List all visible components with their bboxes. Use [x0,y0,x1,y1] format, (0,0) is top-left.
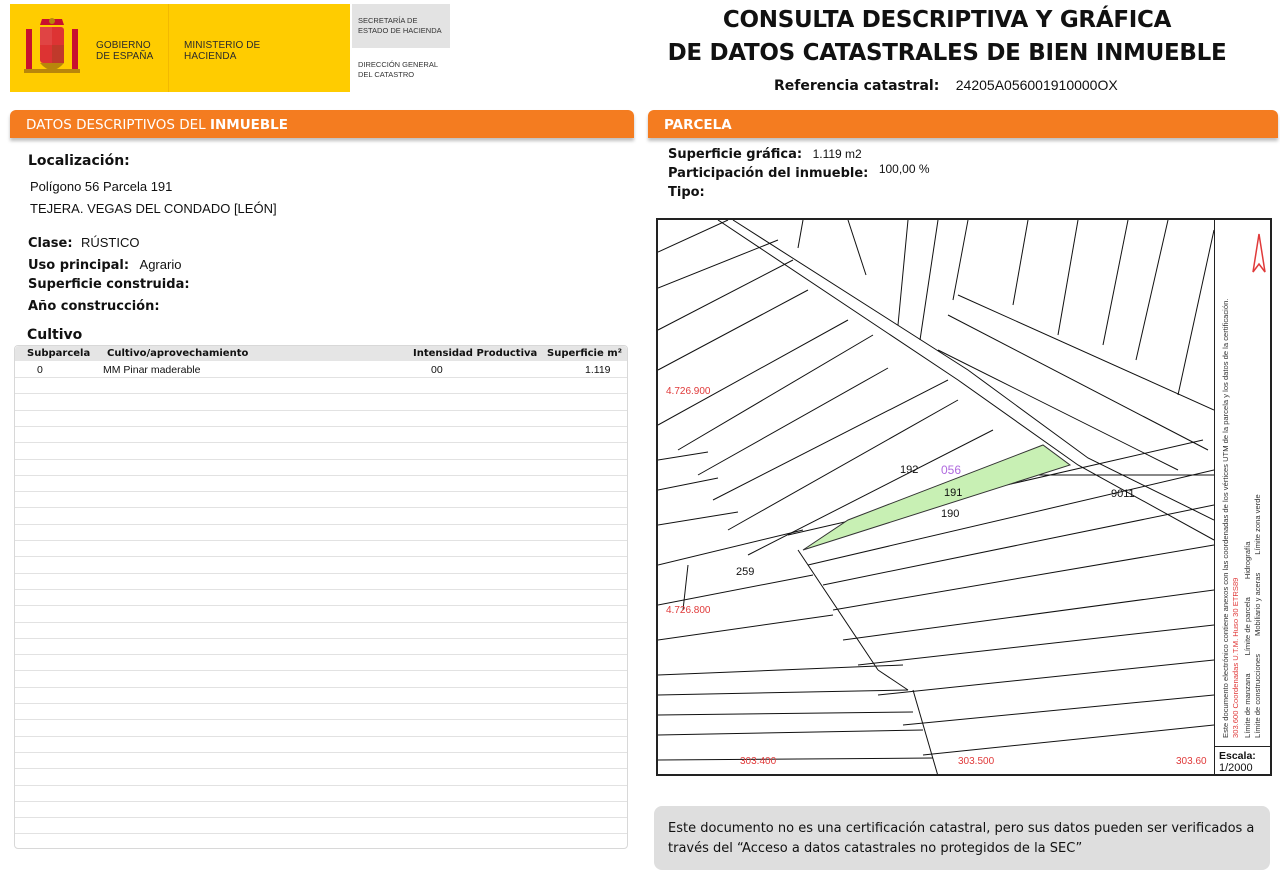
section-title-strong: INMUEBLE [209,117,289,133]
table-row [15,524,627,525]
secretaria-box [352,4,450,48]
table-row [15,475,627,476]
legend-line-disclaimer: Este documento electrónico contiene anexos con las coordenadas de los vértices UTM de la parcela y los datos de la certificación. [1221,298,1230,738]
table-row [15,589,627,590]
localizacion-line1: Polígono 56 Parcela 191 [30,179,173,194]
superficie-grafica-label: Superficie gráfica: [668,147,803,162]
cultivo-table [14,345,628,849]
table-row [15,703,627,704]
table-row [15,605,627,606]
table-row [15,768,627,769]
table-row [15,670,627,671]
disclaimer-note: Este documento no es una certificación catastral, pero sus datos pueden ser verificados a través del “Acceso a datos catastrales no protegidos de la SEC” [654,806,1270,870]
participacion-field [668,164,930,182]
tipo-label: Tipo: [668,185,705,200]
coord-e1: 303.400 [740,756,777,767]
map-legend [1214,220,1272,746]
table-row [15,410,627,411]
label-190: 190 [941,508,960,520]
cadastral-map[interactable] [656,218,1272,776]
gobierno-text: GOBIERNO DE ESPAÑA [96,40,154,62]
coord-e2: 303.500 [958,756,995,767]
table-row [15,393,627,394]
coord-n2: 4.726.800 [666,605,711,616]
parcel-map-drawing [658,220,1214,776]
cell-intensidad: 00 [431,364,443,376]
table-row [15,426,627,427]
coord-e3: 303.60 [1176,756,1207,767]
table-row [15,573,627,574]
anio-construccion-label: Año construcción: [28,299,160,314]
table-row [15,442,627,443]
table-row [15,638,627,639]
highlighted-parcel [803,445,1070,550]
superficie-grafica-field [668,145,862,163]
table-row [15,719,627,720]
ref-value: 24205A056001910000OX [955,77,1118,93]
secretaria-text: SECRETARÍA DE ESTADO DE HACIENDA [358,16,442,35]
col-intensidad: Intensidad Productiva [413,348,538,359]
table-row [15,491,627,492]
ministerio-text: MINISTERIO DE HACIENDA [184,40,261,62]
table-row [15,801,627,802]
legend-items [1243,228,1253,738]
clase-label: Clase: [28,236,73,251]
table-row [15,507,627,508]
clase-value: RÚSTICO [80,235,140,250]
escala-label: Escala: [1219,750,1256,762]
table-row [15,622,627,623]
coat-of-arms-icon [22,15,82,81]
legend-item-zona-verde: Límite zona verde [1253,494,1262,555]
table-row [15,833,627,834]
legend-item-hidrografia: Hidrografía [1243,541,1252,580]
ref-label: Referencia catastral: [774,78,940,94]
label-192: 192 [900,464,919,476]
participacion-value: 100,00 % [878,162,930,176]
table-row [15,687,627,688]
col-subparcela: Subparcela [27,348,91,359]
cell-cultivo: MM Pinar maderable [103,364,201,376]
localizacion-label: Localización: [28,153,130,169]
cell-superficie: 1.119 [585,364,611,376]
legend-item-construcciones: Límite de construcciones [1253,654,1262,738]
label-191: 191 [944,487,963,499]
section-title-prefix: DATOS DESCRIPTIVOS DEL [26,117,210,133]
table-row [15,736,627,737]
table-row [15,540,627,541]
cell-subparcela: 0 [37,364,43,376]
table-row [15,377,627,378]
direccion-text: DIRECCIÓN GENERAL DEL CATASTRO [358,60,438,79]
label-9011: 9011 [1111,488,1135,500]
page-title-line1: CONSULTA DESCRIPTIVA Y GRÁFICA [722,7,1172,33]
section-header-datos [10,110,634,138]
table-row [15,752,627,753]
table-row [15,556,627,557]
table-row [15,459,627,460]
col-cultivo: Cultivo/aprovechamiento [107,348,249,359]
legend-text [1215,220,1272,746]
superficie-grafica-value: 1.119 m2 [812,147,862,161]
page-title-line2: DE DATOS CATASTRALES DE BIEN INMUEBLE [667,40,1227,66]
referencia-catastral [774,77,1118,95]
legend-line-coordinates: 303.600 Coordenadas U.T.M. Huso 30 ETRS89 [1231,577,1240,738]
escala-value: 1/2000 [1219,762,1253,774]
logo-divider [168,4,169,92]
uso-value: Agrario [139,257,182,272]
uso-label: Uso principal: [28,258,130,273]
cultivo-title: Cultivo [27,327,83,343]
table-row [15,785,627,786]
government-logo-block [10,4,350,92]
map-scale [1214,746,1272,776]
table-row [15,817,627,818]
legend-items-2 [1253,228,1263,738]
table-row [15,654,627,655]
legend-item-manzana: Límite de manzana [1243,673,1252,738]
superficie-construida-label: Superficie construida: [28,277,190,292]
label-259: 259 [736,566,755,578]
uso-field [28,256,181,274]
localizacion-line2: TEJERA. VEGAS DEL CONDADO [LEÓN] [30,201,277,216]
clase-field [28,234,139,252]
north-arrow-icon [1249,232,1269,278]
section-header-parcela: PARCELA [648,110,1278,138]
label-poligono: 056 [941,463,962,477]
coord-n1: 4.726.900 [666,386,711,397]
legend-item-parcela: Límite de parcela [1243,597,1252,656]
col-superficie: Superficie m² [547,348,623,359]
participacion-label: Participación del inmueble: [668,166,869,181]
legend-item-mobiliario: Mobiliario y aceras [1253,572,1262,636]
